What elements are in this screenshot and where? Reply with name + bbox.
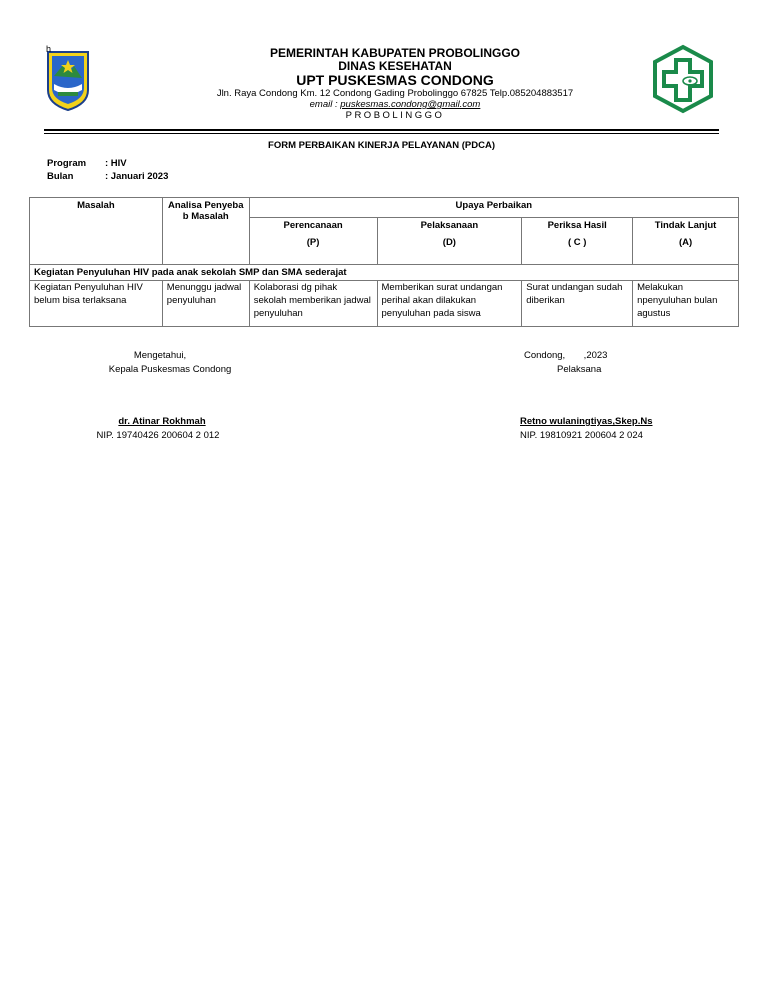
cell-periksa: Surat undangan sudah diberikan [522,281,633,327]
program-label: Program [47,158,87,169]
sig-left-role: Kepala Puskesmas Condong [108,364,232,375]
col-periksa-header [522,218,633,265]
pelaksanaan-label: Pelaksanaan [420,220,479,232]
perencanaan-code: (P) [306,237,320,249]
cell-masalah: Kegiatan Penyuluhan HIV belum bisa terlaksana [30,281,163,327]
email-prefix: email : [309,99,341,110]
email-link[interactable]: puskesmas.condong@gmail.com [340,99,481,110]
cell-pelaksanaan: Memberikan surat undangan perihal akan dilakukan penyuluhan pada siswa [377,281,522,327]
regency-coat-of-arms-icon [44,46,92,112]
header-government: PEMERINTAH KABUPATEN PROBOLINGGO [269,46,520,60]
bulan-label: Bulan [47,171,74,182]
form-title: FORM PERBAIKAN KINERJA PELAYANAN (PDCA) [268,140,495,151]
perencanaan-label: Perencanaan [283,220,343,232]
col-analisa-header: Analisa Penyeba b Masalah [162,198,249,265]
periksa-code: ( C ) [567,237,587,249]
sig-left-nip: NIP. 19740426 200604 2 012 [96,430,220,441]
puskesmas-cross-icon [650,44,716,114]
cell-analisa: Menunggu jadwal penyuluhan [162,281,249,327]
sig-left-acknowledge: Mengetahui, [133,350,187,361]
header-email [180,99,610,110]
col-tindak-header [633,218,739,265]
col-upaya-header: Upaya Perbaikan [249,198,738,218]
header-address: Jln. Raya Condong Km. 12 Condong Gading Probolinggo 67825 Telp.085204883517 [216,88,574,99]
header-department: DINAS KESEHATAN [338,59,452,73]
sig-left-name: dr. Atinar Rokhmah [118,416,206,427]
header-city: PROBOLINGGO [345,110,445,121]
col-perencanaan-header [249,218,377,265]
header-divider-thin [44,133,719,134]
cell-perencanaan: Kolaborasi dg pihak sekolah memberikan jadwal penyuluhan [249,281,377,327]
header-institution: UPT PUSKESMAS CONDONG [296,72,494,88]
periksa-label: Periksa Hasil [547,220,607,232]
sig-right-role: Pelaksana [557,364,602,375]
bulan-value: : Januari 2023 [105,171,169,182]
tindak-code: (A) [678,237,693,249]
logo-mark: h [46,44,52,54]
section-title: Kegiatan Penyuluhan HIV pada anak sekolah SMP dan SMA sederajat [30,265,739,281]
pdca-table [29,197,739,327]
cell-tindak: Melakukan npenyuluhan bulan agustus [633,281,739,327]
tindak-label: Tindak Lanjut [654,220,717,232]
sig-right-name: Retno wulaningtiyas,Skep.Ns [520,416,653,427]
sig-right-nip: NIP. 19810921 200604 2 024 [520,430,643,441]
program-value: : HIV [105,158,127,169]
sig-right-place-date: Condong, ,2023 [524,350,608,361]
pelaksanaan-code: (D) [442,237,456,249]
col-pelaksanaan-header [377,218,522,265]
header-divider [44,129,719,131]
col-masalah-header: Masalah [30,198,163,265]
